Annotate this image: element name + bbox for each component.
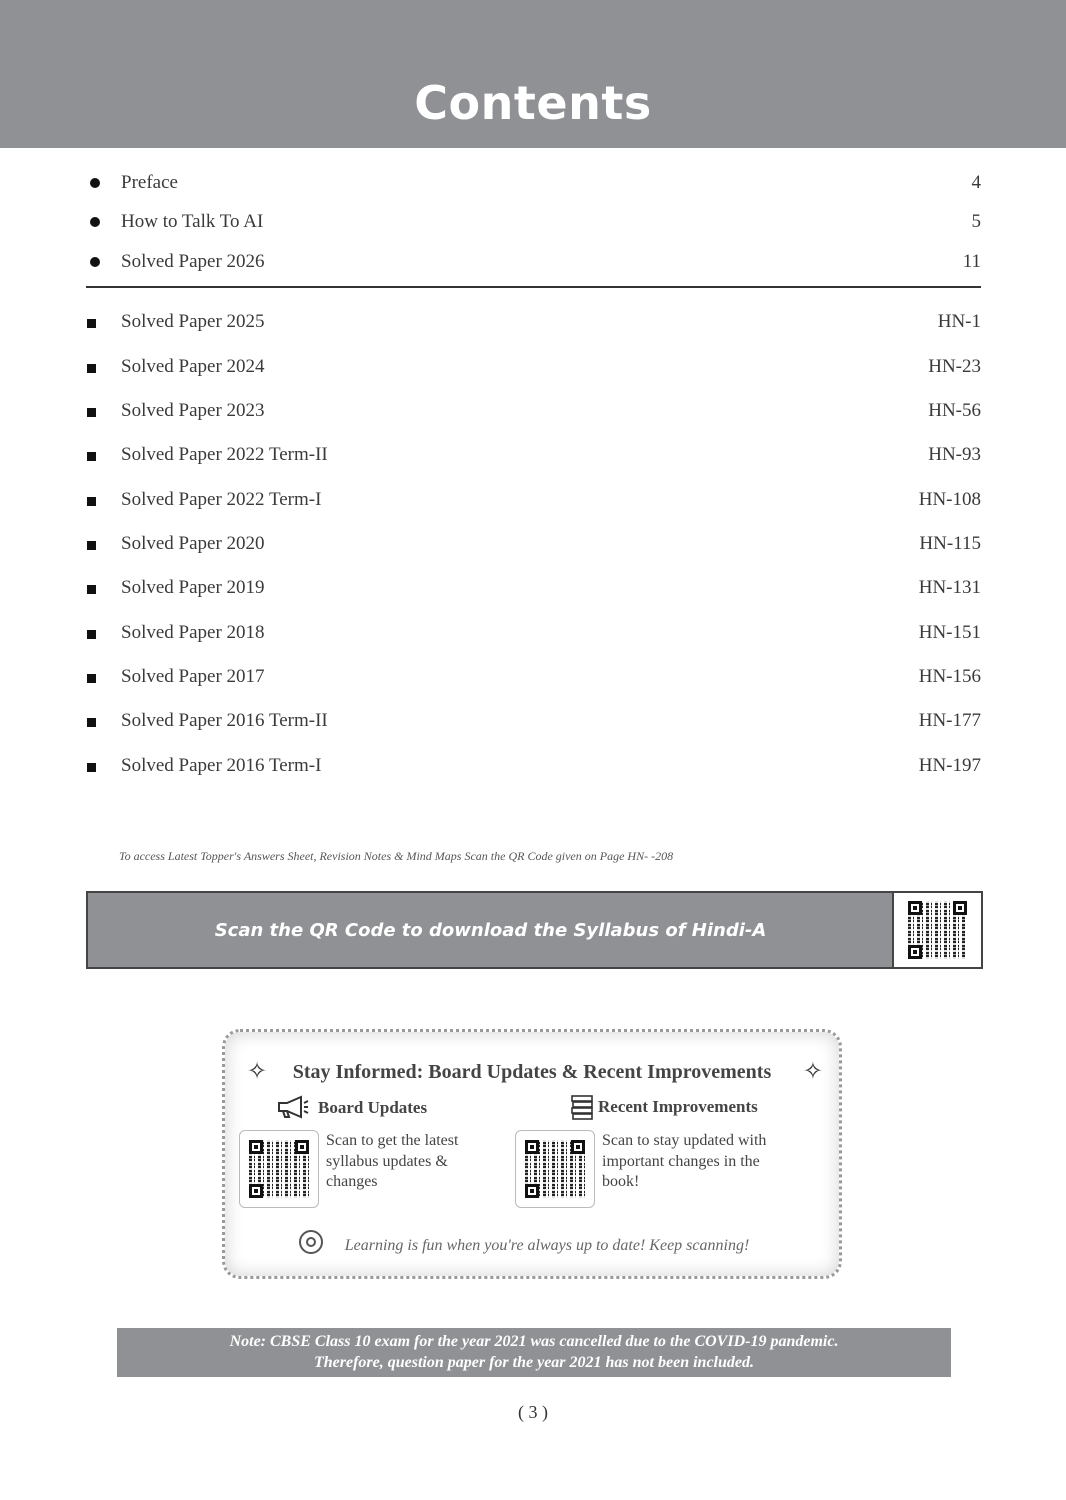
qr-pattern bbox=[908, 901, 967, 959]
info-card-title: Stay Informed: Board Updates & Recent Improvements bbox=[292, 1061, 772, 1083]
toc-item-title: Solved Paper 2023 bbox=[121, 400, 265, 421]
bullet-square-icon bbox=[87, 452, 96, 461]
bullet-square-icon bbox=[87, 408, 96, 417]
sparkle-icon: ✧ bbox=[247, 1059, 268, 1085]
board-updates-qr-code-icon[interactable] bbox=[239, 1130, 319, 1208]
board-updates-heading: Board Updates bbox=[318, 1098, 428, 1117]
toc-item-title: Solved Paper 2024 bbox=[121, 356, 265, 377]
page-number: ( 3 ) bbox=[518, 1402, 548, 1422]
toc-item-title: Solved Paper 2022 Term-II bbox=[121, 444, 328, 465]
recent-improvements-qr-code-icon[interactable] bbox=[515, 1130, 595, 1208]
bullet-dot-icon bbox=[90, 217, 100, 227]
qr-banner-text: Scan the QR Code to download the Syllabus of Hindi-A bbox=[214, 920, 767, 941]
toc-item[interactable] bbox=[86, 710, 981, 740]
toc-item-page: HN-115 bbox=[919, 533, 981, 554]
toc-item[interactable] bbox=[86, 400, 981, 430]
toc-item-title: Solved Paper 2016 Term-I bbox=[121, 755, 322, 776]
bullet-square-icon bbox=[87, 319, 96, 328]
toc-item-page: HN-1 bbox=[937, 311, 981, 332]
toc-item-page: 4 bbox=[971, 172, 981, 193]
toc-item[interactable] bbox=[86, 356, 981, 386]
contents-header bbox=[0, 0, 1066, 148]
toc-item-page: HN-177 bbox=[918, 710, 981, 731]
bullet-square-icon bbox=[87, 630, 96, 639]
toc-item-title: Solved Paper 2022 Term-I bbox=[121, 489, 322, 510]
syllabus-qr-banner bbox=[86, 891, 983, 969]
toc-item-page: HN-108 bbox=[918, 489, 981, 510]
toc-item-title: Solved Paper 2020 bbox=[121, 533, 265, 554]
bullet-square-icon bbox=[87, 541, 96, 550]
toc-item-how-to-talk-to-ai[interactable] bbox=[86, 211, 981, 241]
note-line-2: Therefore, question paper for the year 2021 has not been included. bbox=[314, 1354, 754, 1371]
toc-item-title: How to Talk To AI bbox=[121, 211, 264, 232]
bullet-square-icon bbox=[87, 674, 96, 683]
toc-item-title: Preface bbox=[121, 172, 178, 193]
syllabus-qr-code-icon[interactable] bbox=[892, 893, 981, 967]
bullet-square-icon bbox=[87, 763, 96, 772]
toc-item-title: Solved Paper 2025 bbox=[121, 311, 265, 332]
toc-item[interactable] bbox=[86, 489, 981, 519]
toc-item-page: HN-151 bbox=[918, 622, 981, 643]
toc-item-title: Solved Paper 2019 bbox=[121, 577, 265, 598]
bullet-dot-icon bbox=[90, 178, 100, 188]
page-title: Contents bbox=[414, 76, 652, 130]
toc-item-page: HN-93 bbox=[928, 444, 981, 465]
toc-divider bbox=[86, 286, 981, 288]
board-updates-description: Scan to get the latest syllabus updates & changes bbox=[326, 1132, 459, 1190]
toc-item[interactable] bbox=[86, 755, 981, 785]
note-line-1: Note: CBSE Class 10 exam for the year 2021 was cancelled due to the COVID-19 pandemic. bbox=[229, 1333, 839, 1350]
toc-item-title: Solved Paper 2026 bbox=[121, 251, 265, 272]
megaphone-icon bbox=[277, 1095, 309, 1125]
toc-item[interactable] bbox=[86, 577, 981, 607]
toc-item[interactable] bbox=[86, 533, 981, 563]
toc-item-page: 5 bbox=[971, 211, 981, 232]
recent-improvements-heading: Recent Improvements bbox=[598, 1097, 758, 1116]
bullet-square-icon bbox=[87, 585, 96, 594]
bullet-dot-icon bbox=[90, 257, 100, 267]
toc-item-preface[interactable] bbox=[86, 172, 981, 202]
toc-item-title: Solved Paper 2018 bbox=[121, 622, 265, 643]
toc-item[interactable] bbox=[86, 444, 981, 474]
toc-item[interactable] bbox=[86, 622, 981, 652]
toc-item[interactable] bbox=[86, 666, 981, 696]
toc-item-title: Solved Paper 2017 bbox=[121, 666, 265, 687]
bullet-square-icon bbox=[87, 364, 96, 373]
toc-item[interactable] bbox=[86, 311, 981, 341]
sparkle-icon: ✧ bbox=[802, 1059, 823, 1085]
books-icon bbox=[570, 1094, 594, 1126]
stay-informed-card bbox=[222, 1029, 842, 1279]
recent-improvements-description: Scan to stay updated with important changes in the book! bbox=[602, 1132, 767, 1190]
toc-item-title: Solved Paper 2016 Term-II bbox=[121, 710, 328, 731]
toc-item-page: HN-56 bbox=[928, 400, 981, 421]
covid-note-box bbox=[117, 1328, 951, 1377]
bullet-square-icon bbox=[87, 497, 96, 506]
toc-item-page: HN-23 bbox=[928, 356, 981, 377]
toc-item-page: HN-197 bbox=[918, 755, 981, 776]
motto-text: Learning is fun when you're always up to date! Keep scanning! bbox=[344, 1237, 750, 1254]
toc-item-page: HN-156 bbox=[918, 666, 981, 687]
toc-item-page: HN-131 bbox=[918, 577, 981, 598]
bullet-square-icon bbox=[87, 718, 96, 727]
toc-item-solved-paper-2026[interactable] bbox=[86, 251, 981, 281]
access-note: To access Latest Topper's Answers Sheet, Revision Notes & Mind Maps Scan the QR Code given on Page HN- -208 bbox=[119, 849, 674, 863]
toc-item-page: 11 bbox=[962, 251, 981, 272]
